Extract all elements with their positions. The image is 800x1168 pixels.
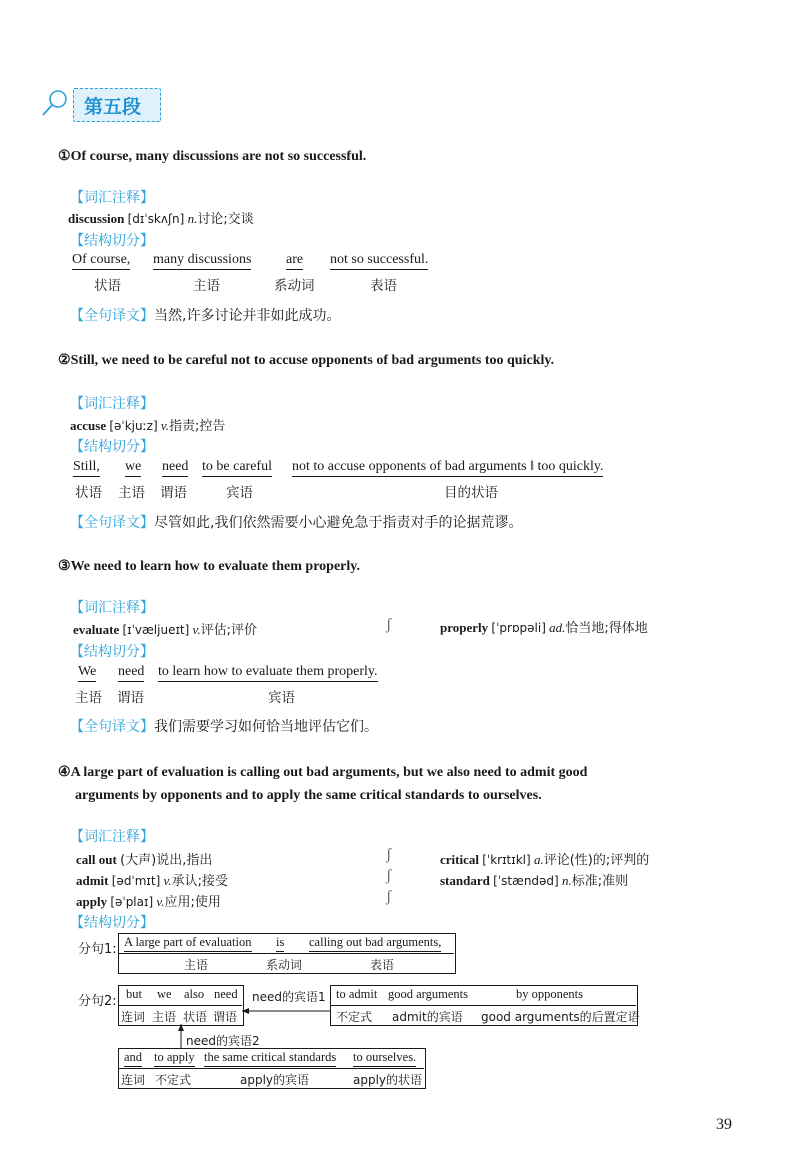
- role-label: 宾语: [268, 690, 295, 706]
- vocab-meaning: 应用;使用: [164, 895, 221, 910]
- segment: we: [125, 459, 141, 477]
- structure-label: 【结构切分】: [70, 439, 154, 455]
- divider-mark: ʃ: [386, 616, 392, 633]
- vocab-word: call out: [76, 852, 117, 867]
- vocab-phonetic: [əˈplaɪ]: [110, 895, 154, 909]
- vocab-label: 【词汇注释】: [70, 829, 154, 845]
- vocab-meaning: 标准;准则: [571, 874, 629, 889]
- segment: calling out bad arguments,: [309, 935, 441, 952]
- segment: not so successful.: [330, 252, 428, 270]
- role-label: 主语: [152, 1010, 177, 1024]
- vocab-pos: v.: [192, 622, 201, 637]
- segment: to apply: [154, 1050, 195, 1067]
- vocab-meaning: 指责;控告: [168, 419, 226, 434]
- role-label: 状语: [94, 278, 121, 294]
- page-number: 39: [716, 1116, 732, 1133]
- segment: is: [276, 935, 284, 952]
- vocab-meaning: 承认;接受: [171, 874, 228, 889]
- vocab-word: admit: [76, 873, 109, 888]
- vocab-word: standard: [440, 873, 490, 888]
- vocab-word: accuse: [70, 418, 107, 433]
- vocab-meaning: 评估;评价: [200, 623, 257, 638]
- segment: good arguments: [388, 987, 468, 1001]
- clause-label: 分句1:: [78, 942, 117, 957]
- vocab-pos: ad.: [549, 620, 566, 635]
- role-label: 主语: [184, 958, 209, 972]
- sentence-number: ①: [58, 149, 71, 164]
- segment: Of course,: [72, 252, 130, 270]
- segment: but: [126, 987, 142, 1001]
- structure-label: 【结构切分】: [70, 644, 154, 660]
- segment: to be careful: [202, 459, 272, 477]
- sentence-text: Still, we need to be careful not to accuse opponents of bad arguments too quickly.: [70, 353, 555, 368]
- vocab-pos: a.: [533, 852, 544, 867]
- segment: need: [162, 459, 188, 477]
- vocab-pos: v.: [160, 418, 169, 433]
- role-label: 不定式: [336, 1010, 373, 1024]
- vocab-label: 【词汇注释】: [70, 396, 154, 412]
- role-label: good arguments的后置定语: [481, 1010, 640, 1024]
- role-label: 系动词: [266, 958, 303, 972]
- role-label: 系动词: [274, 278, 315, 294]
- segment: are: [286, 252, 303, 270]
- divider-mark: ʃ: [386, 867, 392, 884]
- segment: by opponents: [516, 987, 584, 1001]
- vocab-phonetic: [ˈkrɪtɪkl]: [482, 853, 531, 867]
- role-label: apply的状语: [353, 1073, 423, 1087]
- object2-label: need的宾语2: [186, 1034, 260, 1048]
- translation-text: 我们需要学习如何恰当地评估它们。: [154, 719, 378, 735]
- vocab-phonetic: [ˈprɒpəli]: [491, 621, 546, 635]
- structure-label: 【结构切分】: [70, 915, 154, 931]
- vocab-phonetic: [ˈstændəd]: [493, 874, 559, 888]
- vocab-pos: v.: [156, 894, 165, 909]
- segment: We: [78, 664, 96, 682]
- structure-label: 【结构切分】: [70, 233, 154, 249]
- translation-text: 尽管如此,我们依然需要小心避免急于指责对手的论据荒谬。: [154, 515, 523, 531]
- segment: need: [118, 664, 144, 682]
- vocab-phonetic: [ədˈmɪt]: [111, 874, 161, 888]
- role-label: 连词: [121, 1010, 146, 1024]
- object1-label: need的宾语1: [252, 990, 326, 1004]
- segment: need: [214, 987, 238, 1001]
- segment: A large part of evaluation: [124, 935, 252, 952]
- role-label: 谓语: [160, 485, 187, 501]
- vocab-word: apply: [76, 894, 108, 909]
- translation-label: 【全句译文】: [70, 719, 154, 735]
- role-label: 宾语: [226, 485, 253, 501]
- section-title: 第五段: [84, 96, 142, 118]
- role-label: 谓语: [213, 1010, 238, 1024]
- vocab-meaning: 说出,指出: [156, 853, 213, 868]
- role-label: 连词: [121, 1073, 146, 1087]
- sentence-text: Of course, many discussions are not so successful.: [70, 149, 367, 164]
- vocab-word: critical: [440, 852, 479, 867]
- vocab-phonetic: [ɪˈvæljueɪt]: [122, 623, 190, 637]
- role-label: 不定式: [155, 1073, 192, 1087]
- segment: the same critical standards: [204, 1050, 336, 1067]
- sentence-text-line2: arguments by opponents and to apply the same critical standards to ourselves.: [75, 788, 542, 803]
- vocab-meaning: 讨论;交谈: [197, 212, 254, 227]
- sentence-number: ②: [58, 353, 71, 368]
- role-label: 主语: [118, 485, 145, 501]
- translation-text: 当然,许多讨论并非如此成功。: [154, 308, 341, 324]
- segment: Still,: [73, 459, 100, 477]
- role-label: admit的宾语: [392, 1010, 463, 1024]
- sentence-number: ③: [58, 559, 71, 574]
- role-label: 主语: [75, 690, 102, 706]
- role-label: 状语: [75, 485, 102, 501]
- role-label: 目的状语: [444, 485, 498, 501]
- role-label: 谓语: [117, 690, 144, 706]
- vocab-meaning: 恰当地;得体地: [565, 621, 648, 636]
- vocab-pos: n.: [187, 211, 198, 226]
- vocab-phonetic: [dɪˈskʌʃn]: [127, 212, 185, 226]
- vocab-note: (大声): [120, 853, 157, 868]
- divider-mark: ʃ: [386, 888, 392, 905]
- sentence-number: ④: [58, 765, 71, 780]
- role-label: 表语: [370, 278, 397, 294]
- segment: not to accuse opponents of bad arguments ‖ too quickly.: [292, 459, 603, 477]
- vocab-label: 【词汇注释】: [70, 190, 154, 206]
- role-label: 表语: [370, 958, 395, 972]
- segment: also: [184, 987, 205, 1001]
- vocab-word: evaluate: [73, 622, 120, 637]
- segment: many discussions: [153, 252, 251, 270]
- vocab-phonetic: [əˈkjuːz]: [109, 419, 158, 433]
- vocab-label: 【词汇注释】: [70, 600, 154, 616]
- vocab-meaning: 评论(性)的;评判的: [543, 853, 650, 868]
- role-label: 状语: [183, 1010, 208, 1024]
- translation-label: 【全句译文】: [70, 308, 154, 324]
- role-label: 主语: [193, 278, 220, 294]
- sentence-text: We need to learn how to evaluate them properly.: [70, 559, 360, 574]
- vocab-pos: n.: [561, 873, 572, 888]
- segment: and: [124, 1050, 142, 1067]
- vocab-word: discussion: [68, 211, 125, 226]
- translation-label: 【全句译文】: [70, 515, 154, 531]
- segment: we: [157, 987, 172, 1001]
- segment: to ourselves.: [353, 1050, 416, 1067]
- segment: to admit: [336, 987, 378, 1001]
- clause-label: 分句2:: [78, 994, 117, 1009]
- divider-mark: ʃ: [386, 846, 392, 863]
- vocab-word: properly: [440, 620, 489, 635]
- role-label: apply的宾语: [240, 1073, 310, 1087]
- vocab-pos: v.: [163, 873, 172, 888]
- segment: to learn how to evaluate them properly.: [158, 664, 378, 682]
- box-divider: [119, 1068, 424, 1069]
- sentence-text-line1: A large part of evaluation is calling out bad arguments, but we also need to admit good: [70, 765, 588, 780]
